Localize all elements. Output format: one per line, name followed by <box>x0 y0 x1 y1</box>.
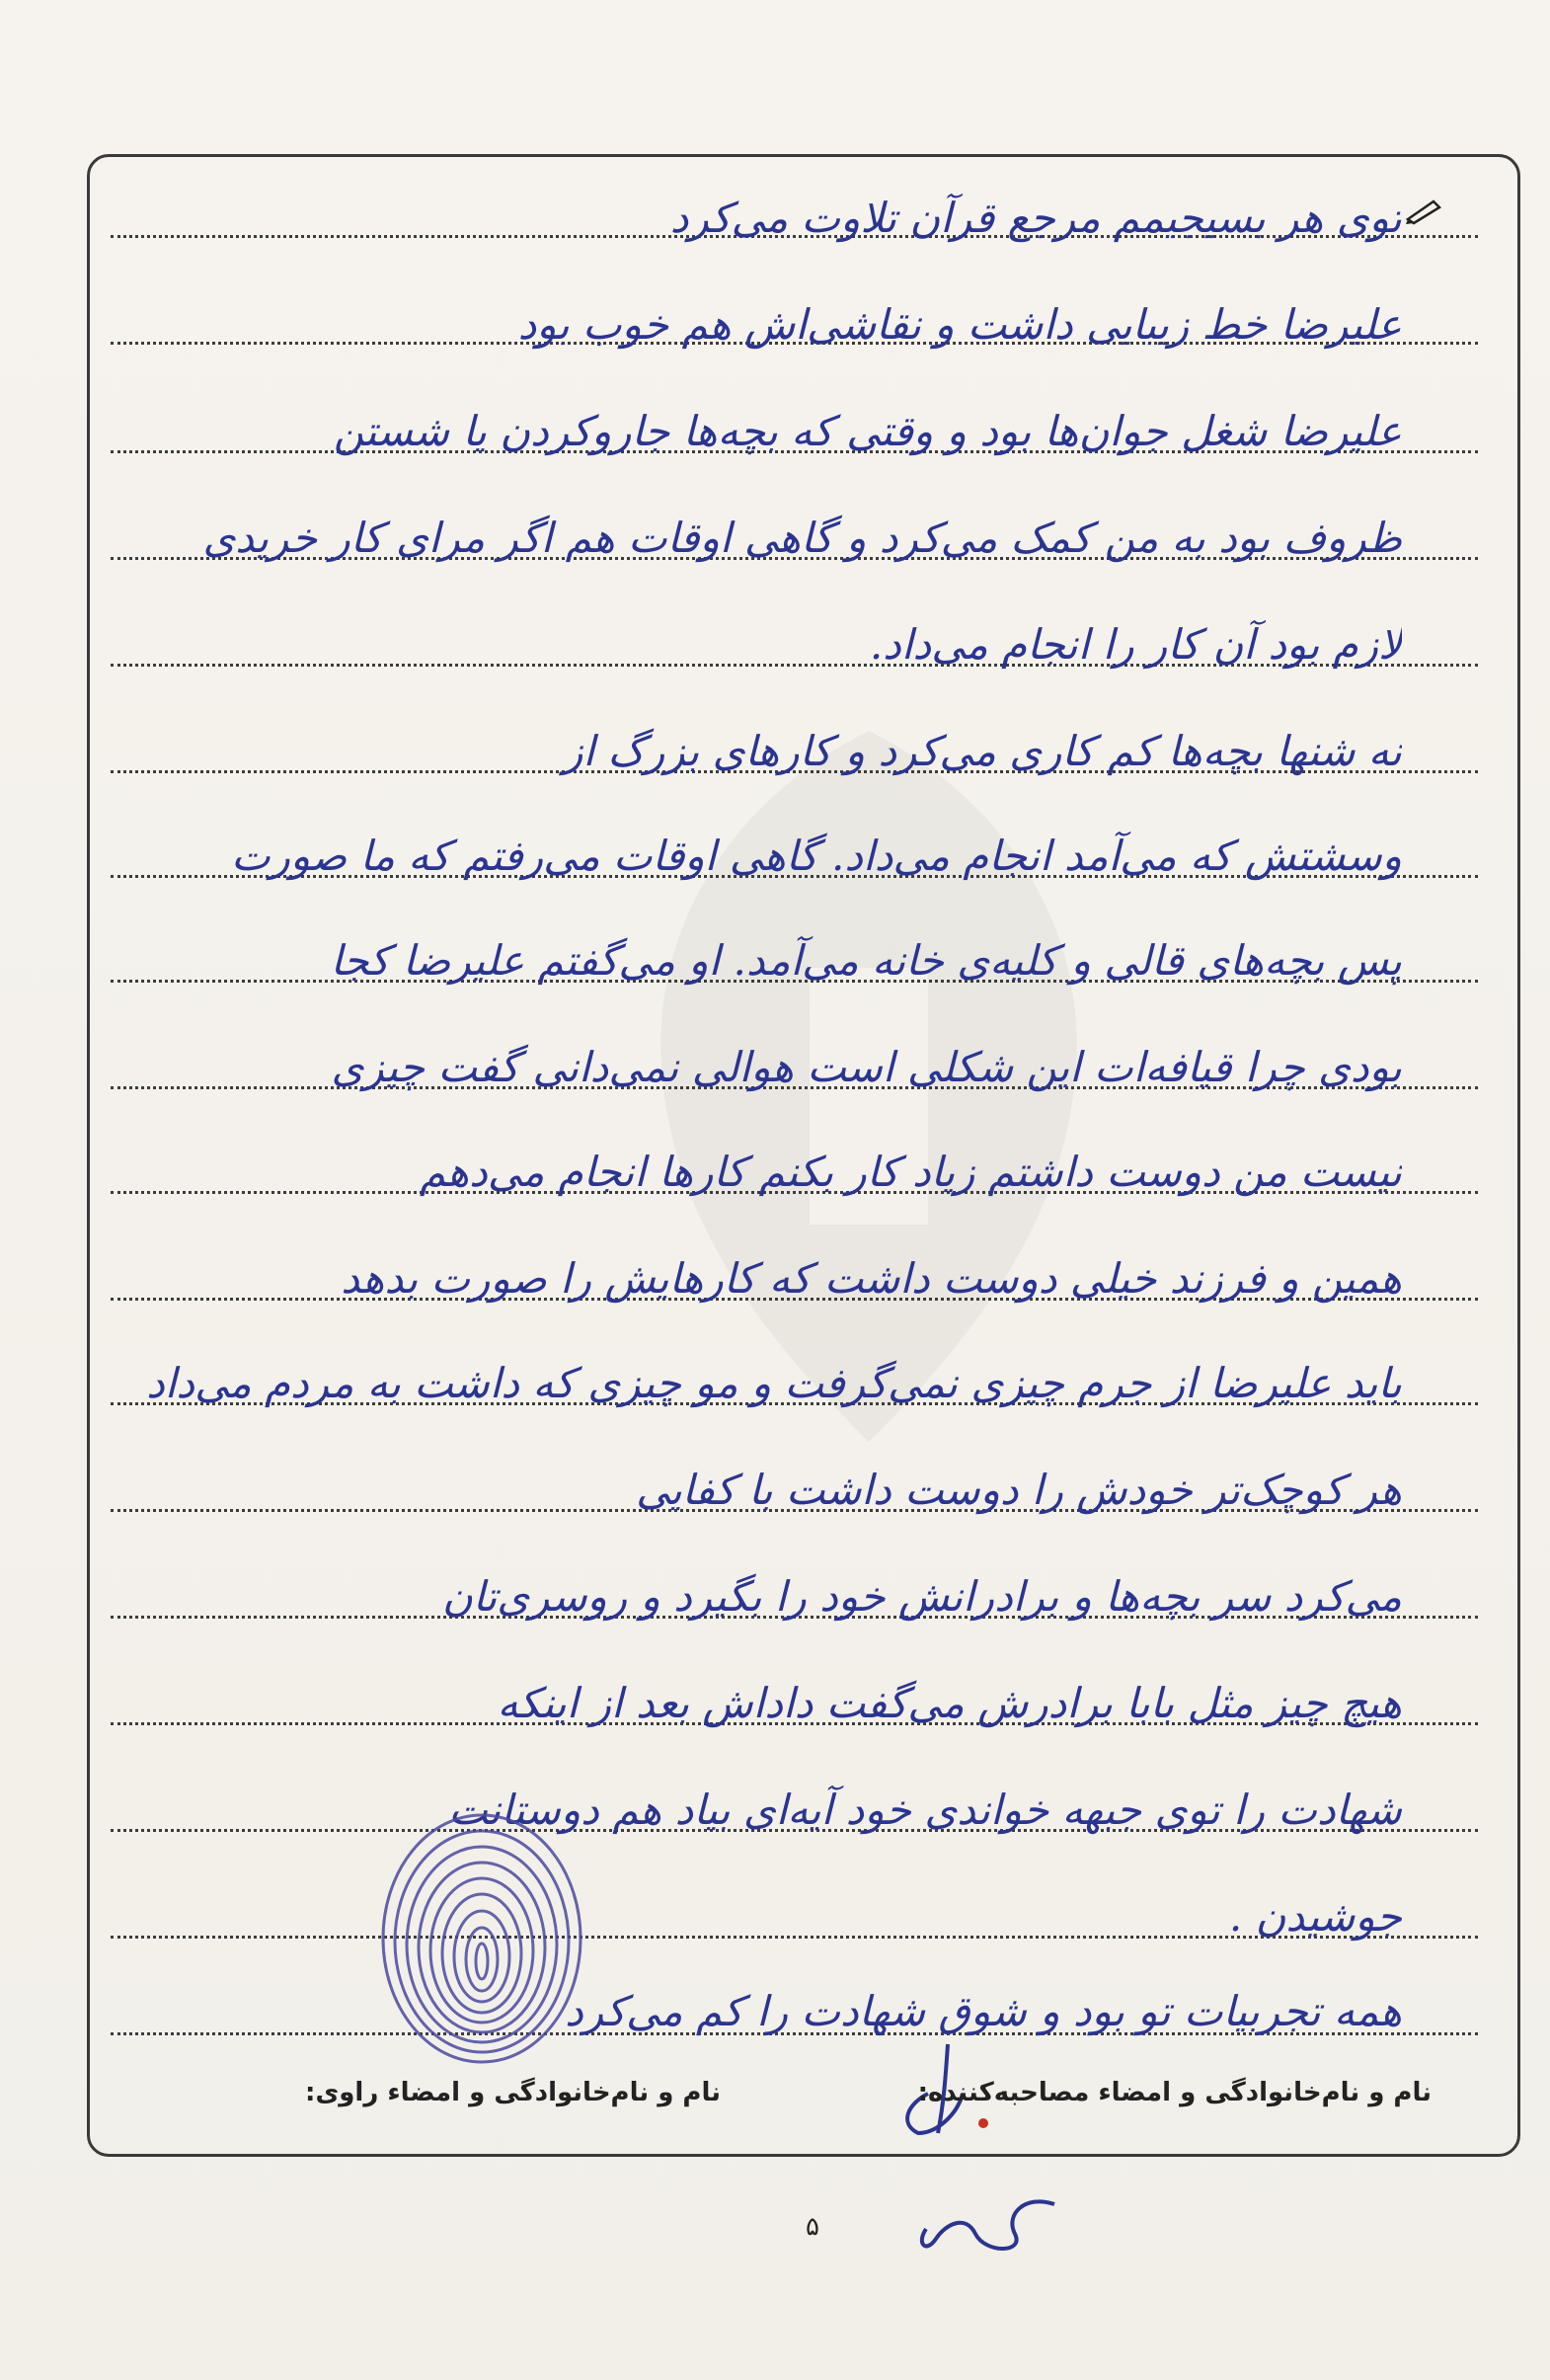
handwritten-line-2: علیرضا خط زیبایی داشت و نقاشی‌اش هم خوب بود <box>517 300 1402 349</box>
footer-signature <box>906 2184 1064 2263</box>
handwritten-line-6: نه شنها بچه‌ها کم کاری می‌کرد و کارهای بزرگ از <box>563 727 1402 775</box>
handwritten-line-17: جوشیدن . <box>1228 1892 1402 1941</box>
handwritten-line-11: همین و فرزند خیلی دوست داشت که کارهایش را صورت بدهد <box>341 1254 1402 1303</box>
handwritten-line-9: بودی چرا قیافه‌ات این شکلی است هوالی نمی‌دانی گفت چیزی <box>331 1043 1402 1091</box>
handwritten-line-4: ظروف بود به من کمک می‌کرد و گاهی اوقات هم اگر مرای کار خریدی <box>202 514 1402 562</box>
handwritten-line-7: وسشتش که می‌آمد انجام می‌داد. گاهی اوقات می‌رفتم که ما صورت <box>231 832 1402 880</box>
fingerprint <box>373 1805 590 2072</box>
handwritten-line-1: توی هر بسیجیمم مرجع قرآن تلاوت می‌کرد <box>669 194 1402 242</box>
handwritten-line-13: هر کوچک‌تر خودش را دوست داشت با کفایی <box>636 1466 1402 1514</box>
narrator-label: نام و نام‌خانوادگی و امضاء راوی: <box>305 2078 721 2107</box>
handwritten-line-12: باید علیرضا از جرم چیزی نمی‌گرفت و مو چیزی که داشت به مردم می‌داد <box>146 1359 1402 1407</box>
page-number: ۵ <box>806 2212 819 2242</box>
handwritten-line-18: همه تجربیات تو بود و شوق شهادت را کم می‌کرد <box>565 1987 1402 2035</box>
signature-labels <box>128 2074 1432 2123</box>
handwritten-line-5: لازم بود آن کار را انجام می‌داد. <box>869 620 1402 669</box>
handwritten-line-16: شهادت را توی جبهه خواندی خود آیه‌ای بیاد هم دوستانت <box>448 1785 1402 1834</box>
handwritten-line-14: می‌کرد سر بچه‌ها و برادرانش خود را بگیرد و روسری‌تان <box>441 1572 1402 1621</box>
interviewer-label: نام و نام‌خانوادگی و امضاء مصاحبه‌کننده: <box>917 2078 1432 2107</box>
handwritten-line-8: پس بچه‌های قالی و کلیه‌ی خانه می‌آمد. او می‌گفتم علیرضا کجا <box>330 936 1402 985</box>
handwritten-line-10: نیست من دوست داشتم زیاد کار بکنم کارها انجام می‌دهم <box>420 1148 1402 1196</box>
handwritten-line-15: هیچ چیز مثل بابا برادرش می‌گفت داداش بعد از اینکه <box>497 1679 1402 1727</box>
handwritten-line-3: علیرضا شغل جوان‌ها بود و وقتی که بچه‌ها جاروکردن یا شستن <box>333 407 1402 455</box>
